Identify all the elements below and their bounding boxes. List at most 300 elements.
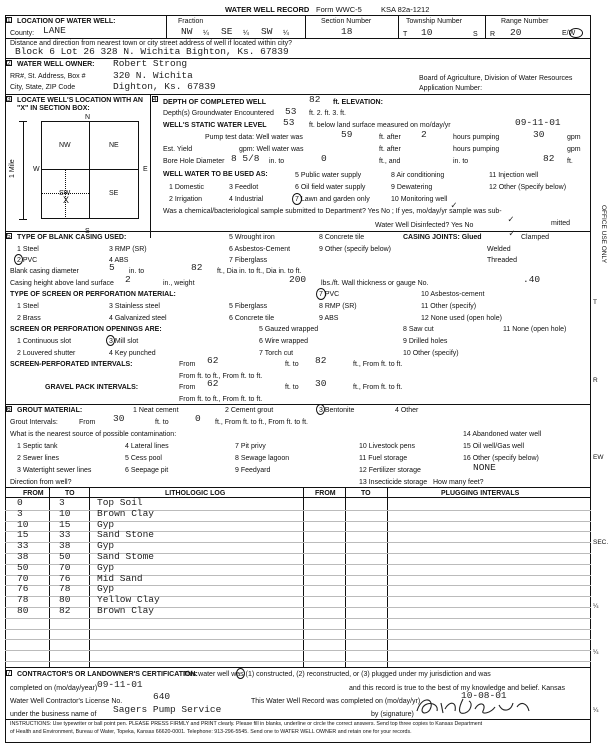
cert-line2: and this record is true to the best of my knowledge and belief. Kansas	[349, 685, 565, 692]
completed-label: completed on (mo/day/year)	[10, 685, 98, 692]
section-number-5: 5	[7, 233, 11, 240]
static-value: 53	[283, 117, 295, 128]
screen-item: 10 Asbestos-cement	[421, 291, 485, 298]
yield-after: ft. after	[379, 146, 401, 153]
log-litho-header: LITHOLOGIC LOG	[165, 490, 226, 497]
contam-item: 10 Livestock pens	[359, 443, 416, 450]
diameter-value: 5	[109, 262, 115, 273]
depth-value: 82	[309, 94, 321, 105]
row-line	[5, 596, 591, 597]
instructions-2: of Health and Environment, Bureau of Water, Topeka, Kansas 66620-0001. Telephone: 913-296-5545. Send one to WATER WELL OWNER and retain one for your records.	[10, 729, 412, 735]
contam-item: 13 Insecticide storage	[359, 479, 428, 486]
log-from: 80	[17, 605, 29, 616]
bore-to: 82	[543, 153, 555, 164]
opening-item: 6 Wire wrapped	[259, 338, 309, 345]
opening-item: 1 Continuous slot	[17, 338, 72, 345]
address-value: Block 6 Lot 26 328 N. Wichita Bighton, Ks. 67839	[15, 46, 289, 57]
grout-item: 3 Bentonite	[319, 407, 355, 414]
row-line	[5, 542, 591, 543]
constructed-circle	[236, 668, 245, 679]
screen-item: 3 Stainless steel	[109, 303, 160, 310]
log-material: Gyp	[97, 540, 115, 552]
contam-item: 7 Pit privy	[235, 443, 266, 450]
contam-item: 11 Fuel storage	[359, 455, 408, 462]
business-label: under the business name of	[10, 711, 97, 718]
quarter-mark-2: ¼	[243, 30, 249, 37]
log-from: 10	[17, 518, 29, 530]
joints-label: CASING JOINTS: Glued	[403, 234, 482, 241]
section-value: 18	[341, 26, 353, 37]
cert-label: CONTRACTOR'S OR LANDOWNER'S CERTIFICATION:	[17, 671, 198, 678]
section-box	[41, 121, 139, 219]
casing-label: TYPE OF BLANK CASING USED:	[17, 234, 127, 241]
groundwater-value: 53	[285, 106, 297, 117]
compass-w: W	[33, 166, 40, 173]
signature-label: by (signature)	[371, 711, 414, 718]
log-from: 3	[17, 507, 23, 519]
use-item: 1 Domestic	[169, 184, 205, 191]
yield-gpm2: gpm	[567, 146, 581, 153]
row-line	[5, 607, 591, 608]
instructions-1: INSTRUCTIONS: Use typewriter or ball point pen. PLEASE PRESS FIRMLY and PRINT clearly. Please fill in blanks, underline or circle the correct answers. Send top three copies to Kansas Department	[10, 721, 483, 727]
log-material: Brown Clay	[97, 507, 155, 519]
rule	[5, 404, 591, 405]
sample-mitted: mitted	[551, 220, 571, 227]
board-label: Board of Agriculture, Division of Water Resources	[419, 75, 573, 82]
well-record-form	[3, 3, 591, 745]
disinfected-label: Water Well Disinfected? Yes No	[375, 222, 474, 229]
yield-gpm: gpm: Well water was	[239, 146, 304, 153]
row-line	[5, 510, 591, 511]
completed-value: 09-11-01	[97, 679, 143, 690]
height-value: 2	[125, 274, 131, 285]
bore-from: 0	[321, 153, 327, 164]
log-to: 33	[59, 529, 71, 541]
disinfected-check: ✓	[508, 214, 514, 225]
cert-line1: This water well was (1) constructed, (2) reconstructed, or (3) plugged under my jurisdiction and was	[183, 671, 491, 678]
range-r: R	[490, 31, 496, 38]
log-to: 10	[59, 507, 71, 519]
bore-value: 8 5/8	[231, 153, 260, 164]
opening-item: 2 Louvered shutter	[17, 350, 76, 357]
gravel-row-2: From ft. to ft., From ft. to ft.	[179, 396, 263, 403]
gravel-to-label: ft. to	[285, 384, 299, 391]
use-item: 6 Oil field water supply	[295, 184, 366, 191]
bore-ft: ft.	[567, 158, 573, 165]
screen-rest: ft., From ft. to ft.	[353, 361, 403, 368]
rule	[5, 487, 591, 488]
log-from: 78	[17, 594, 29, 606]
range-ew: E/W	[562, 30, 576, 37]
section-number-6: 6	[7, 406, 11, 413]
quad-nw: NW	[59, 142, 71, 149]
gauge-value: .40	[523, 274, 541, 285]
log-material: Sand Stome	[97, 551, 155, 562]
log-to: 78	[59, 583, 71, 595]
row-line	[5, 553, 591, 554]
joints-check: ✓	[509, 228, 515, 239]
log-to-header: TO	[65, 490, 75, 497]
owner-label: WATER WELL OWNER:	[17, 61, 95, 68]
divider	[398, 15, 399, 38]
quarter-2: SE	[221, 26, 233, 37]
casing-item: 6 Asbestos-Cement	[229, 246, 291, 253]
grout-rest: ft., From ft. to ft., From ft. to ft.	[215, 419, 308, 426]
gravel-label: GRAVEL PACK INTERVALS:	[45, 384, 139, 391]
opening-item: 8 Saw cut	[403, 326, 434, 333]
diameter-to: 82	[191, 262, 203, 273]
casing-item: 8 Concrete tile	[319, 234, 365, 241]
use-item: 4 Industrial	[229, 196, 264, 203]
fraction-label: Fraction	[178, 18, 204, 25]
contam-item: 14 Abandoned water well	[463, 431, 542, 438]
screen-item: 4 Galvanized steel	[109, 315, 167, 322]
gravel-from-label: From	[179, 384, 196, 391]
bentonite-circle	[316, 404, 325, 415]
pump-hours: 2	[421, 129, 427, 140]
quarter-1: NW	[181, 26, 193, 37]
gravel-from-value: 62	[207, 378, 219, 389]
ew-circle	[569, 28, 583, 38]
log-to2-header: TO	[361, 490, 371, 497]
divider	[150, 94, 151, 238]
log-from2-header: FROM	[315, 490, 336, 497]
side-q1: ¼	[593, 603, 599, 610]
quarter-mark-3: ¼	[283, 30, 289, 37]
bore-in2: in. to	[453, 158, 469, 165]
screen-to-value: 82	[315, 355, 327, 366]
opening-item: 7 Torch cut	[259, 350, 294, 357]
grout-to-label: ft. to	[155, 419, 169, 426]
contam-item: 16 Other (specify below)	[463, 455, 539, 462]
groundwater-rest: ft. 2. ft. 3. ft.	[309, 110, 346, 117]
contam-item: 4 Lateral lines	[125, 443, 169, 450]
contam-item: 9 Feedyard	[235, 467, 271, 474]
license-value: 640	[153, 691, 171, 702]
log-to: 38	[59, 540, 71, 552]
rr-label: RR#, St. Address, Box #	[10, 73, 86, 80]
divider	[166, 15, 167, 38]
gravel-to-value: 30	[315, 378, 327, 389]
rule	[5, 231, 591, 232]
screen-from-label: From	[179, 361, 196, 368]
log-from: 0	[17, 497, 23, 508]
contam-item: 5 Cess pool	[125, 455, 162, 462]
log-from: 50	[17, 561, 29, 573]
form-number: Form WWC-5	[316, 5, 362, 14]
quad-ne: NE	[109, 142, 119, 149]
welded-label: Welded	[487, 246, 511, 253]
log-to: 80	[59, 594, 71, 606]
row-line	[5, 661, 591, 662]
screen-from-value: 62	[207, 355, 219, 366]
township-value: 10	[421, 27, 433, 38]
side-q2: ¼	[593, 649, 599, 656]
range-label: Range Number	[501, 18, 549, 25]
contam-item: 2 Sewer lines	[17, 455, 60, 462]
log-material: Yellow Clay	[97, 594, 160, 606]
log-from: 15	[17, 529, 29, 541]
row-line	[5, 618, 591, 619]
screen-item: 6 Concrete tile	[229, 315, 275, 322]
pump-gpm-label: gpm	[567, 134, 581, 141]
how-many-label: How many feet?	[433, 479, 484, 486]
section-number-1: 1	[7, 17, 11, 24]
screen-intervals-label: SCREEN-PERFORATED INTERVALS:	[10, 361, 133, 368]
screen-to-label: ft. to	[285, 361, 299, 368]
side-sec: SEC.	[593, 539, 609, 546]
log-from: 38	[17, 551, 29, 562]
mile-scale	[23, 121, 24, 219]
screen-item: 12 None used (open hole)	[421, 315, 502, 322]
use-item: 10 Monitoring well	[391, 196, 448, 203]
grout-from: 30	[113, 413, 125, 424]
contam-item: 12 Fertilizer storage	[359, 467, 421, 474]
log-from-header: FROM	[23, 490, 44, 497]
direction-label: Direction from well?	[10, 479, 72, 486]
grout-from-label: From	[79, 419, 96, 426]
township-label: Township Number	[406, 18, 463, 25]
screen-item: 8 RMP (SR)	[319, 303, 357, 310]
log-from: 33	[17, 540, 29, 552]
yield-hours: hours pumping	[453, 146, 500, 153]
contam-item: 3 Watertight sewer lines	[17, 467, 92, 474]
grout-to: 0	[195, 413, 201, 424]
log-to: 3	[59, 497, 65, 508]
mill-slot-circle	[106, 335, 115, 346]
section-midline-h	[41, 169, 139, 170]
pvc-circle	[14, 254, 23, 265]
signature-image	[413, 690, 533, 719]
side-r: R	[593, 377, 598, 384]
township-t: T	[403, 31, 408, 38]
contam-item: 8 Sewage lagoon	[235, 455, 290, 462]
grout-item: 1 Neat cement	[133, 407, 179, 414]
use-circle	[292, 193, 302, 205]
screen-item: 1 Steel	[17, 303, 39, 310]
range-value: 20	[510, 27, 522, 38]
distance-label: Distance and direction from nearest town or city street address of well if located within city?	[10, 40, 293, 47]
pump-value: 59	[341, 129, 353, 140]
ksa-ref: KSA 82a-1212	[381, 5, 430, 14]
screen-item: 5 Fiberglass	[229, 303, 268, 310]
elevation-label: ft. ELEVATION:	[333, 99, 383, 106]
rule	[5, 497, 591, 498]
row-line	[5, 650, 591, 651]
casing-item: 5 Wrought iron	[229, 234, 275, 241]
township-s: S	[473, 31, 478, 38]
pump-after: ft. after	[379, 134, 401, 141]
clamped-label: Clamped	[521, 234, 550, 241]
business-name: Sagers Pump Service	[113, 704, 222, 715]
opening-item: 9 Drilled holes	[403, 338, 448, 345]
contam-item: 15 Oil well/Gas well	[463, 443, 525, 450]
section-number-4: 4	[153, 96, 157, 103]
rule	[5, 38, 591, 39]
sample-check: ✓	[451, 200, 457, 211]
compass-e: E	[143, 166, 148, 173]
owner-name: Robert Strong	[113, 58, 188, 69]
log-material: Sand Stone	[97, 529, 155, 541]
grout-label: GROUT MATERIAL:	[17, 407, 83, 414]
row-line	[5, 639, 591, 640]
quarter-3: SW	[261, 26, 273, 37]
screen-item: 7 PVC	[319, 291, 340, 298]
mile-label: 1 Mile	[9, 159, 16, 178]
row-line	[5, 531, 591, 532]
section-number-2: 2	[7, 60, 11, 67]
depth-label: DEPTH OF COMPLETED WELL	[163, 99, 267, 106]
quarter-mark-1: ¼	[203, 30, 209, 37]
gravel-rest: ft., From ft. to ft.	[353, 384, 403, 391]
log-material: Gyp	[97, 561, 115, 573]
county-value: LANE	[43, 25, 66, 36]
divider	[485, 15, 486, 38]
city-label: City, State, ZIP Code	[10, 84, 76, 91]
casing-item: 4 ABS	[109, 257, 129, 264]
sample-label: Was a chemical/bacteriological sample submitted to Department? Yes No ; If yes, mo/day/yr sample was sub-	[163, 208, 502, 215]
log-material: Gyp	[97, 583, 115, 595]
rule	[5, 667, 591, 668]
casing-item: 9 Other (specify below)	[319, 246, 391, 253]
divider	[305, 15, 306, 38]
side-t: T	[593, 299, 597, 306]
use-item: 3 Feedlot	[229, 184, 259, 191]
weight-value: 200	[289, 274, 307, 285]
row-line	[5, 521, 591, 522]
use-item: 5 Public water supply	[295, 172, 362, 179]
opening-item: 4 Key punched	[109, 350, 156, 357]
row-line	[5, 629, 591, 630]
use-item: 9 Dewatering	[391, 184, 433, 191]
locate-label: LOCATE WELL'S LOCATION WITH AN "X" IN SECTION BOX:	[17, 97, 143, 113]
log-material: Top Soil	[97, 497, 143, 508]
log-to: 15	[59, 518, 71, 530]
diameter-label: Blank casing diameter	[10, 268, 79, 275]
row-line	[5, 564, 591, 565]
log-to: 70	[59, 561, 71, 573]
mile-tick	[19, 219, 27, 220]
section-box-1	[6, 17, 12, 23]
side-q3: ¼	[593, 707, 599, 714]
grout-intervals-label: Grout Intervals:	[10, 419, 58, 426]
section-midline-v	[89, 121, 90, 219]
app-number-label: Application Number:	[419, 85, 483, 92]
casing-item: 7 Fiberglass	[229, 257, 268, 264]
casing-item: 2 PVC	[17, 257, 38, 264]
compass-n: N	[85, 114, 91, 121]
log-from: 70	[17, 572, 29, 584]
location-label: LOCATION OF WATER WELL:	[17, 18, 116, 25]
use-label: WELL WATER TO BE USED AS:	[163, 171, 268, 178]
license-label: Water Well Contractor's License No.	[10, 698, 123, 705]
contam-item: 6 Seepage pit	[125, 467, 169, 474]
contam-label: What is the nearest source of possible contamination:	[10, 431, 177, 438]
height-label: Casing height above land surface	[10, 280, 114, 287]
use-item: 2 Irrigation	[169, 196, 203, 203]
office-use-label: OFFICE USE ONLY	[600, 205, 607, 264]
pump-label: Pump test data: Well water was	[205, 134, 303, 141]
opening-item: 10 Other (specify)	[403, 350, 459, 357]
yield-label: Est. Yield	[163, 146, 193, 153]
contam-none: NONE	[473, 462, 496, 473]
rule	[5, 58, 591, 59]
well-x-mark: X	[63, 196, 70, 207]
log-to: 50	[59, 551, 71, 562]
screen-item: 2 Brass	[17, 315, 41, 322]
use-item: 12 Other (Specify below)	[489, 184, 567, 191]
opening-item: 11 None (open hole)	[503, 326, 567, 333]
opening-item: 3 Mill slot	[109, 338, 139, 345]
bore-in: in. to	[269, 158, 285, 165]
static-rest: ft. below land surface measured on mo/day/yr	[309, 122, 451, 129]
county-label: County:	[10, 30, 35, 37]
groundwater-label: Depth(s) Groundwater Encountered	[163, 110, 274, 117]
quad-se: SE	[109, 190, 119, 197]
compass-s: S	[85, 228, 90, 235]
use-item: 7 Lawn and garden only	[295, 196, 370, 203]
row-line	[5, 585, 591, 586]
use-item: 11 Injection well	[489, 172, 539, 179]
log-to: 76	[59, 572, 71, 584]
section-number-3: 3	[7, 96, 11, 103]
log-to: 82	[59, 605, 71, 616]
screen-item: 9 ABS	[319, 315, 339, 322]
threaded-label: Threaded	[487, 257, 517, 264]
use-item: 8 Air conditioning	[391, 172, 445, 179]
section-label: Section Number	[321, 18, 372, 25]
section-number-7: 7	[7, 670, 11, 677]
weight-rest: lbs./ft. Wall thickness or gauge No.	[321, 280, 429, 287]
log-material: Brown Clay	[97, 605, 155, 616]
log-plug-header: PLUGGING INTERVALS	[441, 490, 520, 497]
static-date: 09-11-01	[515, 117, 561, 128]
static-label: WELL'S STATIC WATER LEVEL	[163, 122, 267, 129]
cert-line3: This Water Well Record was completed on (mo/day/yr)	[251, 698, 421, 705]
casing-item: 3 RMP (SR)	[109, 246, 147, 253]
row-line	[5, 575, 591, 576]
screen-row-2: From ft. to ft., From ft. to ft.	[179, 373, 263, 380]
bore-label: Bore Hole Diameter	[163, 158, 225, 165]
screen-pvc-circle	[316, 288, 326, 300]
pump-gpm: 30	[533, 129, 545, 140]
owner-street: 320 N. Wichita	[113, 70, 193, 81]
side-ew: EW	[593, 454, 604, 461]
log-from: 76	[17, 583, 29, 595]
screen-label: TYPE OF SCREEN OR PERFORATION MATERIAL:	[10, 291, 176, 298]
log-material: Mid Sand	[97, 572, 143, 584]
form-title: WATER WELL RECORD	[225, 5, 310, 14]
quad-sw: SW	[59, 190, 71, 197]
contam-item: 1 Septic tank	[17, 443, 58, 450]
screen-item: 11 Other (specify)	[421, 303, 477, 310]
opening-item: 5 Gauzed wrapped	[259, 326, 319, 333]
rule	[5, 719, 591, 720]
grout-item: 2 Cement grout	[225, 407, 274, 414]
record-date: 10-08-01	[461, 690, 507, 701]
owner-city: Dighton, Ks. 67839	[113, 81, 216, 92]
bore-and: ft., and	[379, 158, 401, 165]
diameter-rest: ft., Dia in. to ft., Dia in. to ft.	[217, 268, 302, 275]
casing-item: 1 Steel	[17, 246, 39, 253]
diameter-in: in. to	[129, 268, 145, 275]
openings-label: SCREEN OR PERFORATION OPENINGS ARE:	[10, 326, 162, 333]
grout-item: 4 Other	[395, 407, 419, 414]
rule	[5, 94, 591, 95]
height-in: in., weight	[163, 280, 195, 287]
pump-hours-label: hours pumping	[453, 134, 500, 141]
log-material: Gyp	[97, 518, 115, 530]
